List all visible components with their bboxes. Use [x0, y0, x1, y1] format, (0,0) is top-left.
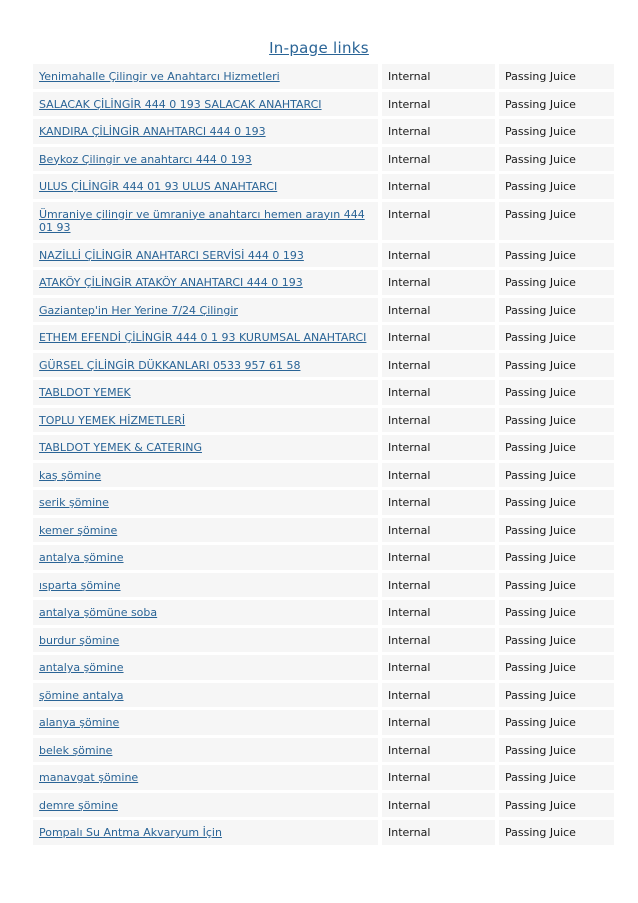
link-cell — [33, 600, 378, 625]
juice-cell: Passing Juice — [499, 353, 614, 378]
link-type-cell: Internal — [382, 600, 495, 625]
link-cell — [33, 820, 378, 845]
page-link[interactable]: ULUS ÇİLİNGİR 444 01 93 ULUS ANAHTARCI — [39, 180, 278, 193]
link-cell — [33, 270, 378, 295]
link-cell — [33, 408, 378, 433]
link-type-cell: Internal — [382, 64, 495, 89]
juice-cell: Passing Juice — [499, 655, 614, 680]
juice-cell: Passing Juice — [499, 490, 614, 515]
link-cell — [33, 202, 378, 240]
page-link[interactable]: alanya şömine — [39, 716, 120, 729]
link-type-cell: Internal — [382, 270, 495, 295]
juice-cell: Passing Juice — [499, 600, 614, 625]
juice-cell: Passing Juice — [499, 765, 614, 790]
page-link[interactable]: Gaziantep'in Her Yerine 7/24 Çilingir — [39, 303, 238, 317]
link-cell — [33, 119, 378, 144]
link-type-cell: Internal — [382, 298, 495, 323]
page-link[interactable]: TOPLU YEMEK HİZMETLERİ — [39, 413, 186, 427]
link-type-cell: Internal — [382, 92, 495, 117]
page-link[interactable]: Yenimahalle Çilingir ve Anahtarcı Hizmetleri — [39, 70, 280, 83]
link-type-cell: Internal — [382, 820, 495, 845]
juice-cell: Passing Juice — [499, 202, 614, 240]
link-cell — [33, 298, 378, 323]
link-cell — [33, 683, 378, 708]
table-row — [33, 174, 614, 199]
table-row — [33, 243, 614, 268]
table-row — [33, 820, 614, 845]
juice-cell: Passing Juice — [499, 683, 614, 708]
link-type-cell: Internal — [382, 408, 495, 433]
table-row — [33, 325, 614, 350]
page-link[interactable]: burdur şömine — [39, 633, 120, 647]
table-row — [33, 202, 614, 240]
juice-cell: Passing Juice — [499, 408, 614, 433]
page-link[interactable]: antalya şömine — [39, 551, 124, 564]
link-cell — [33, 353, 378, 378]
page-link[interactable]: antalya şömine — [39, 661, 124, 674]
page-title: In-page links — [269, 39, 369, 57]
page-link[interactable]: Beykoz Çilingir ve anahtarcı 444 0 193 — [39, 152, 252, 166]
page-link[interactable]: Ümraniye çilingir ve ümraniye anahtarcı hemen arayın 444 01 93 — [39, 207, 365, 234]
page-link[interactable]: kemer şömine — [39, 523, 118, 537]
juice-cell: Passing Juice — [499, 710, 614, 735]
link-cell — [33, 793, 378, 818]
link-type-cell: Internal — [382, 147, 495, 172]
table-row — [33, 270, 614, 295]
link-type-cell: Internal — [382, 683, 495, 708]
link-type-cell: Internal — [382, 174, 495, 199]
links-table — [33, 61, 614, 848]
links-table-body — [33, 64, 614, 845]
link-cell — [33, 573, 378, 598]
juice-cell: Passing Juice — [499, 298, 614, 323]
juice-cell: Passing Juice — [499, 270, 614, 295]
link-cell — [33, 243, 378, 268]
table-row — [33, 628, 614, 653]
table-row — [33, 119, 614, 144]
link-type-cell: Internal — [382, 490, 495, 515]
link-type-cell: Internal — [382, 545, 495, 570]
page-link[interactable]: demre şömine — [39, 798, 118, 812]
table-row — [33, 738, 614, 763]
table-row — [33, 380, 614, 405]
juice-cell: Passing Juice — [499, 174, 614, 199]
table-row — [33, 298, 614, 323]
link-cell — [33, 174, 378, 199]
juice-cell: Passing Juice — [499, 628, 614, 653]
link-cell — [33, 435, 378, 460]
juice-cell: Passing Juice — [499, 243, 614, 268]
link-cell — [33, 490, 378, 515]
link-type-cell: Internal — [382, 202, 495, 240]
table-row — [33, 435, 614, 460]
page-link[interactable]: ETHEM EFENDİ ÇİLİNGİR 444 0 1 93 KURUMSAL ANAHTARCI — [39, 331, 367, 344]
link-cell — [33, 655, 378, 680]
table-row — [33, 573, 614, 598]
link-type-cell: Internal — [382, 353, 495, 378]
link-cell — [33, 64, 378, 89]
page-link[interactable]: ısparta şömine — [39, 578, 121, 592]
link-cell — [33, 628, 378, 653]
page-link[interactable]: serik şömine — [39, 496, 109, 509]
link-type-cell: Internal — [382, 573, 495, 598]
table-row — [33, 64, 614, 89]
juice-cell: Passing Juice — [499, 518, 614, 543]
table-row — [33, 793, 614, 818]
table-row — [33, 408, 614, 433]
page-link[interactable]: SALACAK ÇİLİNGİR 444 0 193 SALACAK ANAHTARCI — [39, 97, 322, 111]
link-type-cell: Internal — [382, 380, 495, 405]
table-row — [33, 147, 614, 172]
juice-cell: Passing Juice — [499, 92, 614, 117]
table-row — [33, 683, 614, 708]
table-row — [33, 765, 614, 790]
table-row — [33, 353, 614, 378]
table-row — [33, 655, 614, 680]
link-cell — [33, 710, 378, 735]
link-cell — [33, 147, 378, 172]
link-type-cell: Internal — [382, 655, 495, 680]
table-row — [33, 545, 614, 570]
juice-cell: Passing Juice — [499, 119, 614, 144]
page-link[interactable]: Pompalı Su Antma Akvaryum İçin — [39, 826, 222, 839]
page-link[interactable]: ATAKÖY ÇİLİNGİR ATAKÖY ANAHTARCI 444 0 193 — [39, 276, 303, 289]
page-link[interactable]: GÜRSEL ÇİLİNGİR DÜKKANLARI 0533 957 61 58 — [39, 358, 301, 372]
page-link[interactable]: NAZİLLİ ÇİLİNGİR ANAHTARCI SERVİSİ 444 0 193 — [39, 248, 304, 262]
table-row — [33, 518, 614, 543]
page-link[interactable]: şömine antalya — [39, 688, 124, 702]
link-cell — [33, 463, 378, 488]
table-row — [33, 92, 614, 117]
juice-cell: Passing Juice — [499, 738, 614, 763]
page-link[interactable]: belek şömine — [39, 743, 113, 757]
juice-cell: Passing Juice — [499, 147, 614, 172]
link-cell — [33, 738, 378, 763]
juice-cell: Passing Juice — [499, 545, 614, 570]
link-type-cell: Internal — [382, 793, 495, 818]
juice-cell: Passing Juice — [499, 463, 614, 488]
link-type-cell: Internal — [382, 628, 495, 653]
page-link[interactable]: kaş şömine — [39, 468, 102, 482]
link-cell — [33, 765, 378, 790]
link-type-cell: Internal — [382, 518, 495, 543]
table-row — [33, 710, 614, 735]
page-link[interactable]: TABLDOT YEMEK — [39, 386, 131, 399]
table-row — [33, 463, 614, 488]
juice-cell: Passing Juice — [499, 820, 614, 845]
link-cell — [33, 518, 378, 543]
link-type-cell: Internal — [382, 119, 495, 144]
link-type-cell: Internal — [382, 325, 495, 350]
link-cell — [33, 545, 378, 570]
table-row — [33, 490, 614, 515]
juice-cell: Passing Juice — [499, 380, 614, 405]
page-link[interactable]: KANDIRA ÇİLİNGİR ANAHTARCI 444 0 193 — [39, 125, 266, 138]
juice-cell: Passing Juice — [499, 793, 614, 818]
link-cell — [33, 325, 378, 350]
juice-cell: Passing Juice — [499, 573, 614, 598]
page-link[interactable]: manavgat şömine — [39, 771, 139, 784]
page-link[interactable]: antalya şömüne soba — [39, 606, 158, 619]
link-type-cell: Internal — [382, 243, 495, 268]
link-cell — [33, 380, 378, 405]
page-link[interactable]: TABLDOT YEMEK & CATERING — [39, 441, 202, 454]
juice-cell: Passing Juice — [499, 64, 614, 89]
link-type-cell: Internal — [382, 738, 495, 763]
link-type-cell: Internal — [382, 765, 495, 790]
juice-cell: Passing Juice — [499, 435, 614, 460]
link-type-cell: Internal — [382, 435, 495, 460]
link-type-cell: Internal — [382, 710, 495, 735]
link-type-cell: Internal — [382, 463, 495, 488]
table-row — [33, 600, 614, 625]
juice-cell: Passing Juice — [499, 325, 614, 350]
link-cell — [33, 92, 378, 117]
